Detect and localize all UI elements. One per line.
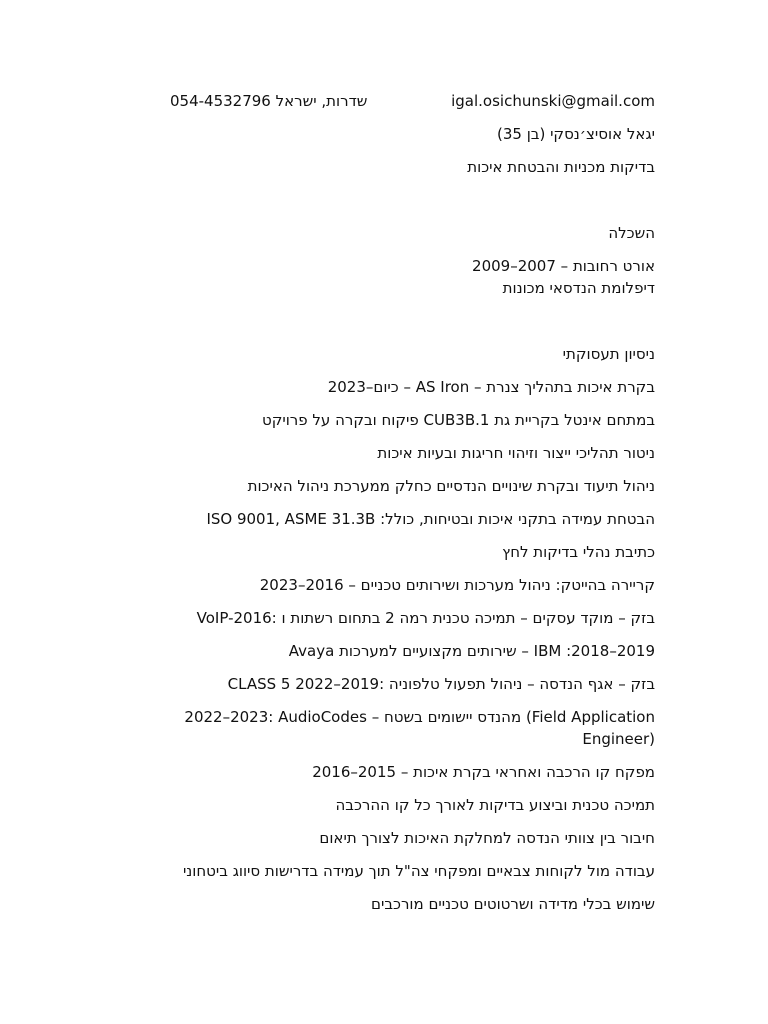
phone-and-address: 054-4532796 שדרות, ישראל: [170, 92, 368, 110]
name-line: יגאל אוסיצ׳נסקי (בן 35): [496, 125, 655, 143]
education-school: אורט רחובות – 2007–2009: [472, 257, 655, 275]
experience-heading: ניסיון תעסוקתי: [562, 345, 655, 363]
experience-line: במתחם אינטל בקריית גת CUB3B.1 פיקוח ובקרה על פרויקט: [261, 411, 655, 429]
experience-line: ניטור תהליכי ייצור וזיהוי חריגות ובעיות איכות: [377, 444, 655, 462]
experience-line: ניהול תיעוד ובקרת שינויים הנדסיים כחלק ממערכת ניהול האיכות: [247, 477, 655, 495]
experience-line: חיבור בין צוותי הנדסה למחלקת האיכות לצורך תיאום: [319, 829, 655, 847]
experience-line: מפקח קו הרכבה ואחראי בקרת איכות – 2015–2016: [312, 763, 655, 781]
education-degree: דיפלומת הנדסאי מכונות: [502, 279, 655, 297]
experience-line: VoIP-בזק – מוקד עסקים – תמיכה טכנית רמה 2 בתחום רשתות ו :2016: [196, 609, 655, 627]
experience-line: תמיכה טכנית וביצוע בדיקות לאורך כל קו ההרכבה: [335, 796, 655, 814]
headline: בדיקות מכניות והבטחת איכות: [467, 158, 655, 176]
experience-line: כתיבת נהלי בדיקות לחץ: [502, 543, 655, 561]
experience-line: שימוש בכלי מדידה ושרטוטים טכניים מורכבים: [371, 895, 655, 913]
education-heading: השכלה: [608, 224, 655, 242]
experience-line: קריירה בהייטק: ניהול מערכות ושירותים טכניים – 2016–2023: [259, 576, 655, 594]
experience-line: בקרת איכות בתהליך צנרת – AS Iron – כיום–2023: [327, 378, 655, 396]
experience-line: Avaya שירותים מקצועיים למערכות – IBM :2018–2019: [288, 642, 655, 660]
experience-line: CLASS 5 בזק – אגף הנדסה – ניהול תפעול טלפוניה :2019–2022: [227, 675, 655, 693]
email-address: igal.osichunski@gmail.com: [451, 92, 655, 110]
resume-document: [150, 90, 655, 926]
experience-line: הבטחת עמידה בתקני איכות ובטיחות, כולל: ISO 9001, ASME 31.3B: [206, 510, 655, 528]
experience-line: עבודה מול לקוחות צבאיים ומפקחי צה"ל תוך עמידה בדרישות סיווג ביטחוני: [182, 862, 655, 880]
experience-line: 2022–2023: AudioCodes – מהנדס יישומים בשטח (Field Application Engineer): [184, 708, 655, 748]
contact-row: [150, 90, 655, 112]
